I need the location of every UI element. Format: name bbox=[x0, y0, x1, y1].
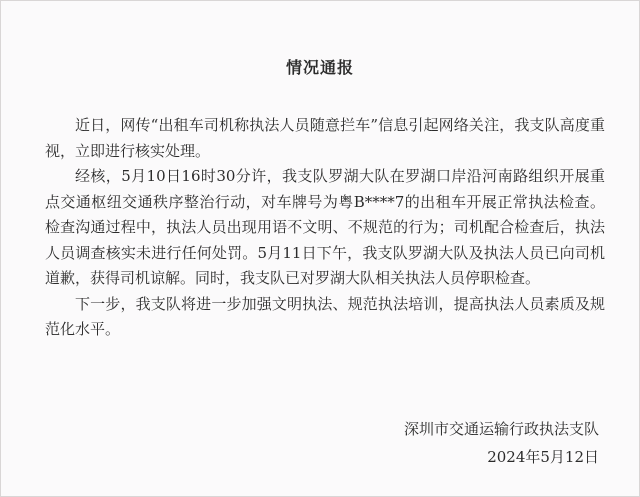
signature-organization: 深圳市交通运输行政执法支队 bbox=[403, 420, 599, 438]
paragraph-intro: 近日，网传“出租车司机称执法人员随意拦车”信息引起网络关注，我支队高度重视，立即进行核实处理。 bbox=[45, 116, 605, 160]
signature-date: 2024年5月12日 bbox=[487, 448, 599, 466]
paragraph-findings: 经核，5月10日16时30分许，我支队罗湖大队在罗湖口岸沿河南路组织开展重点交通枢纽交通秩序整治行动，对车牌号为粤B****7的出租车开展正常执法检查。检查沟通过程中，执法人员出现用语不文明、不规范的行为；司机配合检查后，执法人员调查核实未进行任何处罚。5月11日下午，我支队罗湖大队及执法人员已向司机道歉，获得司机谅解。同时，我支队已对罗湖大队相关执法人员停职检查。 bbox=[45, 167, 605, 287]
paragraph-next-steps: 下一步，我支队将进一步加强文明执法、规范执法培训，提高执法人员素质及规范化水平。 bbox=[45, 294, 605, 338]
signature-block bbox=[404, 415, 599, 471]
document-body bbox=[45, 113, 605, 343]
document-title: 情况通报 bbox=[285, 58, 354, 77]
